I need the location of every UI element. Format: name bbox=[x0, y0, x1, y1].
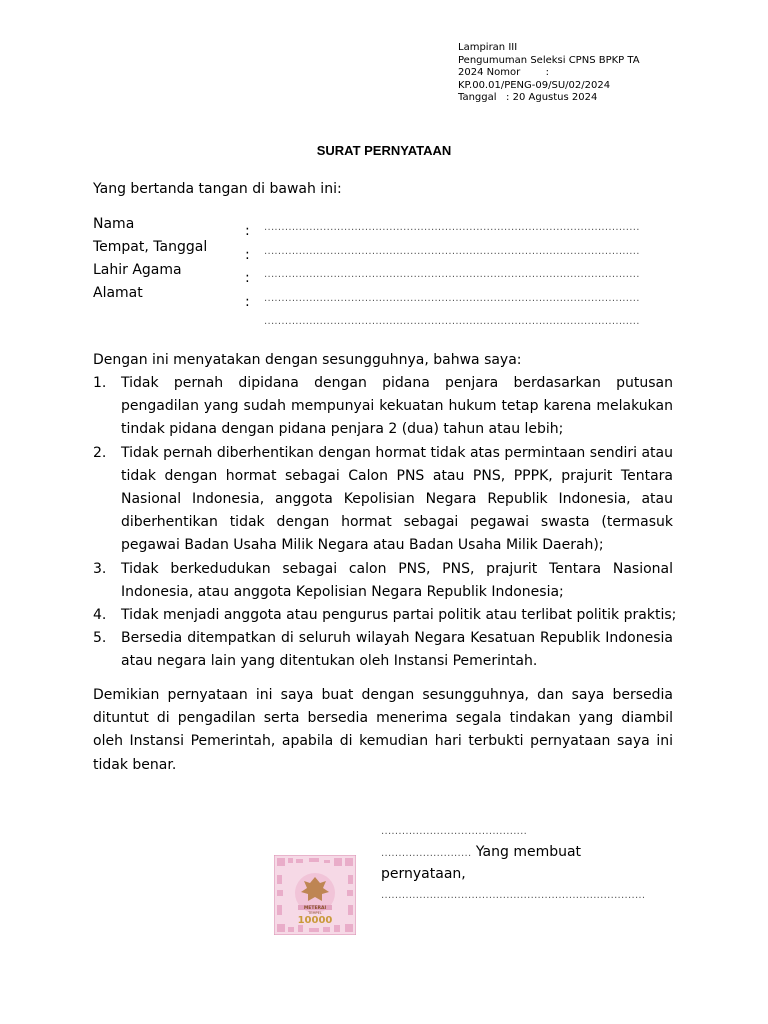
statement-intro: Dengan ini menyatakan dengan sesungguhnya, bahwa saya: bbox=[93, 352, 522, 368]
signature-label-line bbox=[381, 842, 691, 864]
attachment-header bbox=[458, 42, 698, 105]
stamp-graphic bbox=[274, 855, 356, 935]
fill-line-alamat-2[interactable]: ............................................................................................................ bbox=[264, 317, 640, 327]
list-text: Tidak menjadi anggota atau pengurus partai politik atau terlibat politik praktis; bbox=[121, 607, 677, 624]
signature-block bbox=[381, 821, 691, 906]
header-line: Pengumuman Seleksi CPNS BPKP TA bbox=[458, 54, 640, 66]
header-line: Lampiran III bbox=[458, 42, 518, 53]
list-text: Tidak pernah dipidana dengan pidana penjara berdasarkan putusan pengadilan yang sudah mempunyai kekuatan hukum tetap karena melakukan tindak pidana dengan pidana penjara 2 (dua) tahun atau lebih; bbox=[121, 375, 673, 438]
field-labels bbox=[93, 213, 207, 305]
field-fill-lines bbox=[264, 223, 674, 341]
field-colon: : bbox=[245, 246, 250, 263]
list-number: 5. bbox=[93, 630, 107, 647]
field-colon: : bbox=[245, 223, 250, 239]
fill-line-alamat[interactable]: ............................................................................................................ bbox=[264, 293, 640, 304]
stamp-text-top: METERAI bbox=[303, 906, 327, 911]
stamp-text-mid: TEMPEL bbox=[308, 911, 322, 915]
list-item bbox=[93, 372, 673, 442]
list-number: 4. bbox=[93, 607, 107, 624]
header-line: Tanggal : 20 Agustus 2024 bbox=[458, 92, 598, 103]
header-line: KP.00.01/PENG-09/SU/02/2024 bbox=[458, 79, 611, 91]
closing-paragraph: Demikian pernyataan ini saya buat dengan sesungguhnya, dan saya bersedia dituntut di pengadilan serta bersedia menerima segala tindakan yang diambil oleh Instansi Pemerintah, apabila di kemudian hari terbukti pernyataan saya ini tidak benar. bbox=[93, 687, 673, 773]
header-line: 2024 Nomor : bbox=[458, 67, 549, 78]
signature-label-a: Yang membuat bbox=[475, 844, 582, 860]
list-item bbox=[93, 604, 677, 627]
field-label-alamat: Alamat bbox=[93, 285, 143, 301]
field-colon: : bbox=[245, 270, 250, 286]
field-label-tempat-tanggal: Tempat, Tanggal bbox=[93, 239, 208, 255]
list-number: 1. bbox=[93, 375, 107, 391]
list-number: 3. bbox=[93, 560, 107, 577]
field-colon: : bbox=[245, 293, 250, 310]
stamp-value: 10000 bbox=[297, 915, 333, 926]
intro-text: Yang bertanda tangan di bawah ini: bbox=[93, 181, 342, 197]
list-number: 2. bbox=[93, 444, 107, 461]
signature-label-b: pernyataan, bbox=[381, 866, 466, 882]
meterai-stamp-image bbox=[274, 855, 356, 935]
list-item bbox=[93, 442, 673, 558]
field-label-lahir-agama: Lahir Agama bbox=[93, 262, 182, 278]
list-item bbox=[93, 558, 673, 604]
fill-line-nama[interactable]: ............................................................................................................ bbox=[264, 223, 640, 233]
field-label-nama: Nama bbox=[93, 216, 135, 232]
fill-line-tempat-tanggal[interactable]: ............................................................................................................ bbox=[264, 246, 640, 257]
document-title: SURAT PERNYATAAN bbox=[316, 143, 452, 158]
list-item bbox=[93, 627, 673, 673]
statement-list bbox=[93, 372, 677, 674]
signature-name-line[interactable]: ............................................................................ bbox=[381, 890, 646, 901]
fill-line-lahir-agama[interactable]: ............................................................................................................ bbox=[264, 270, 640, 280]
field-colons bbox=[245, 220, 250, 314]
list-text: Tidak pernah diberhentikan dengan hormat tidak atas permintaan sendiri atau tidak dengan hormat sebagai Calon PNS atau PNS, PPPK, prajurit Tentara Nasional Indonesia, anggota Kepolisian Negara Republik Indonesia, atau diberhentikan tidak dengan hormat sebagai pegawai swasta (termasuk pegawai Badan Usaha Milik Negara atau Badan Usaha Milik Daerah); bbox=[121, 444, 673, 554]
list-text: Tidak berkedudukan sebagai calon PNS, PNS, prajurit Tentara Nasional Indonesia, atau anggota Kepolisian Negara Republik Indonesia; bbox=[121, 560, 673, 600]
signature-dots-top: .......................................... bbox=[381, 826, 528, 837]
signature-dots-mid: .......................... bbox=[381, 848, 472, 859]
list-text: Bersedia ditempatkan di seluruh wilayah Negara Kesatuan Republik Indonesia atau negara lain yang ditentukan oleh Instansi Pemerintah. bbox=[121, 630, 673, 670]
